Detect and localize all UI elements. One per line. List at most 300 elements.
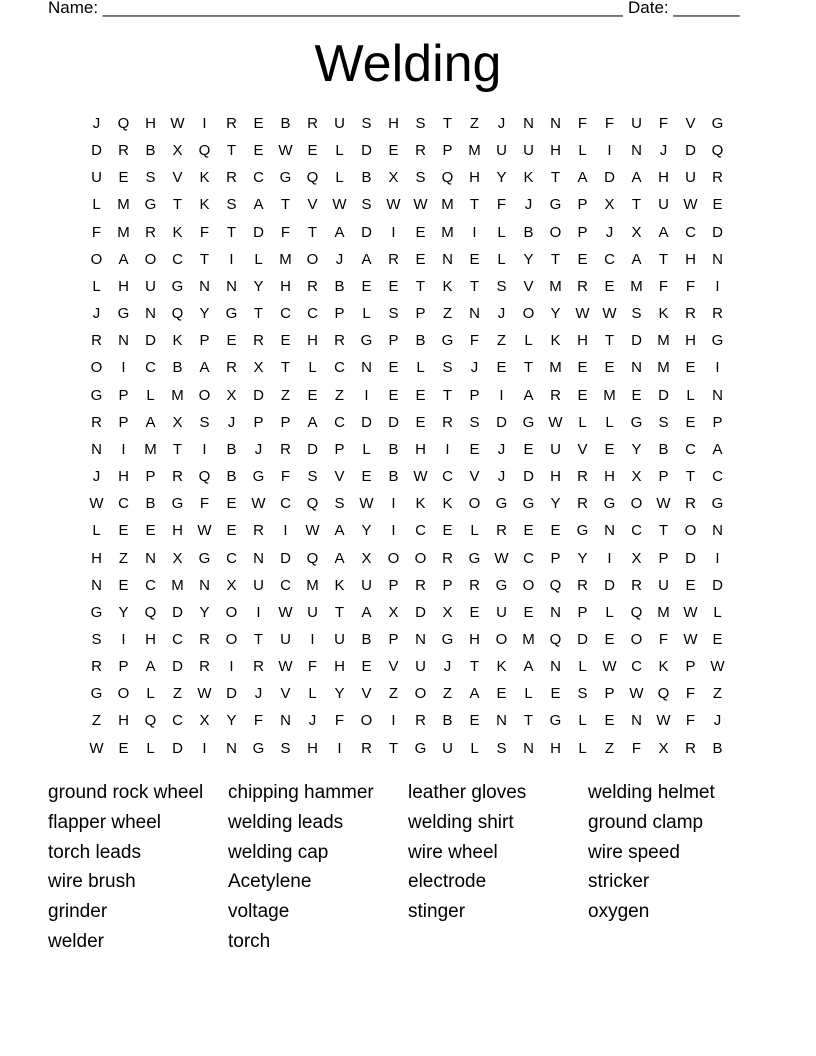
grid-letter: J — [497, 115, 506, 132]
grid-letter: R — [631, 576, 642, 594]
grid-letter: L — [578, 658, 587, 676]
grid-letter: W — [683, 196, 698, 214]
grid-letter: N — [523, 115, 534, 132]
grid-letter: E — [496, 685, 507, 703]
grid-letter: B — [712, 739, 723, 757]
grid-letter: E — [361, 468, 372, 486]
grid-letter: I — [256, 603, 261, 621]
grid-letter: I — [607, 142, 612, 160]
grid-letter: L — [578, 739, 587, 757]
grid-letter: F — [658, 630, 669, 648]
grid-letter: E — [577, 250, 588, 268]
grid-letter: O — [198, 386, 211, 404]
grid-letter: C — [172, 712, 183, 730]
grid-letter: R — [712, 169, 723, 187]
grid-letter: N — [118, 332, 129, 350]
grid-letter: O — [387, 549, 400, 567]
grid-letter: L — [470, 739, 479, 757]
grid-letter: M — [549, 359, 562, 377]
grid-letter: O — [225, 603, 238, 621]
grid-letter: B — [415, 332, 426, 350]
grid-letter: I — [715, 277, 720, 295]
grid-letter: U — [253, 576, 264, 594]
grid-letter: D — [307, 440, 318, 458]
grid-letter: Y — [631, 440, 642, 458]
grid-letter: H — [307, 332, 318, 350]
grid-letter: N — [550, 603, 561, 621]
word-list-item: leather gloves — [408, 782, 527, 803]
grid-letter: N — [91, 440, 102, 458]
grid-letter: P — [415, 305, 426, 323]
grid-letter: N — [550, 658, 561, 676]
grid-letter: N — [199, 277, 210, 295]
grid-letter: H — [550, 468, 561, 486]
grid-letter: G — [117, 305, 130, 323]
grid-letter: T — [658, 250, 669, 268]
grid-letter: W — [629, 685, 644, 703]
grid-letter: E — [280, 332, 291, 350]
grid-letter: G — [441, 332, 454, 350]
grid-letter: E — [577, 386, 588, 404]
grid-letter: V — [685, 115, 696, 132]
word-list-item: chipping hammer — [228, 782, 374, 803]
grid-letter: H — [280, 277, 291, 295]
grid-letter: K — [658, 658, 669, 676]
grid-letter: J — [497, 468, 506, 486]
date-field-label: Date: _______ — [628, 0, 740, 17]
grid-letter: Z — [442, 685, 453, 703]
grid-letter: R — [172, 468, 183, 486]
grid-letter: S — [91, 630, 102, 648]
grid-letter: P — [577, 603, 588, 621]
grid-letter: H — [91, 549, 102, 567]
grid-letter: G — [414, 739, 427, 757]
grid-letter: A — [658, 223, 669, 241]
grid-letter: R — [685, 305, 696, 323]
grid-letter: W — [386, 196, 401, 214]
grid-letter: I — [229, 250, 234, 268]
grid-letter: F — [199, 495, 210, 513]
grid-letter: A — [631, 169, 642, 187]
grid-letter: S — [442, 359, 453, 377]
grid-letter: U — [550, 440, 561, 458]
grid-letter: G — [711, 115, 724, 132]
grid-letter: R — [199, 630, 210, 648]
word-list-item: welding cap — [228, 841, 329, 863]
grid-letter: P — [145, 468, 156, 486]
grid-letter: G — [711, 332, 724, 350]
grid-letter: X — [631, 468, 642, 486]
grid-letter: K — [496, 658, 507, 676]
grid-letter: W — [278, 142, 293, 160]
grid-letter: D — [388, 413, 399, 431]
grid-letter: Z — [172, 685, 183, 703]
grid-letter: L — [497, 250, 506, 268]
word-list-item: welding helmet — [588, 782, 715, 803]
grid-letter: Q — [549, 630, 562, 648]
grid-letter: L — [416, 359, 425, 377]
grid-letter: Q — [657, 685, 670, 703]
grid-letter: E — [604, 630, 615, 648]
grid-letter: D — [253, 386, 264, 404]
grid-letter: R — [712, 305, 723, 323]
grid-letter: A — [307, 413, 318, 431]
grid-letter: I — [202, 739, 207, 757]
grid-letter: O — [495, 630, 508, 648]
grid-letter: F — [658, 277, 669, 295]
grid-letter: M — [144, 440, 157, 458]
grid-letter: Z — [118, 549, 129, 567]
grid-letter: E — [523, 522, 534, 540]
grid-letter: K — [523, 169, 534, 187]
grid-letter: J — [497, 440, 506, 458]
grid-letter: R — [91, 658, 102, 676]
grid-letter: H — [685, 250, 696, 268]
grid-letter: R — [253, 332, 264, 350]
grid-letter: W — [305, 522, 320, 540]
grid-letter: E — [469, 440, 480, 458]
grid-letter: L — [254, 250, 263, 268]
grid-letter: C — [685, 223, 696, 241]
grid-letter: D — [496, 413, 507, 431]
grid-letter: D — [658, 386, 669, 404]
word-list-item: wire wheel — [408, 841, 498, 863]
grid-letter: I — [121, 359, 126, 377]
grid-letter: E — [361, 277, 372, 295]
grid-letter: U — [658, 196, 669, 214]
grid-letter: G — [252, 739, 265, 757]
grid-letter: X — [226, 386, 237, 404]
grid-letter: J — [92, 115, 101, 132]
grid-letter: R — [685, 739, 696, 757]
grid-letter: A — [631, 250, 642, 268]
grid-letter: V — [172, 169, 183, 187]
grid-letter: T — [172, 440, 183, 458]
grid-letter: J — [254, 440, 263, 458]
grid-letter: A — [145, 413, 156, 431]
grid-letter: T — [550, 250, 561, 268]
grid-letter: S — [631, 305, 642, 323]
grid-letter: W — [332, 196, 347, 214]
grid-letter: G — [495, 495, 508, 513]
grid-letter: C — [442, 468, 453, 486]
grid-letter: Q — [549, 576, 562, 594]
grid-letter: F — [253, 712, 264, 730]
grid-letter: K — [199, 196, 210, 214]
grid-letter: T — [442, 386, 453, 404]
grid-letter: K — [415, 495, 426, 513]
grid-letter: Z — [604, 739, 615, 757]
grid-letter: J — [254, 685, 263, 703]
grid-letter: B — [280, 115, 291, 132]
grid-letter: B — [442, 712, 453, 730]
grid-letter: P — [199, 332, 210, 350]
grid-letter: A — [334, 549, 345, 567]
grid-letter: P — [604, 685, 615, 703]
grid-letter: E — [469, 603, 480, 621]
grid-letter: C — [334, 413, 345, 431]
grid-letter: K — [172, 332, 183, 350]
grid-letter: E — [469, 250, 480, 268]
grid-letter: H — [469, 169, 480, 187]
grid-letter: G — [90, 386, 103, 404]
grid-letter: P — [334, 440, 345, 458]
grid-letter: T — [631, 196, 642, 214]
grid-letter: E — [685, 576, 696, 594]
grid-letter: Y — [226, 712, 237, 730]
word-list-item: wire brush — [48, 871, 136, 893]
grid-letter: S — [307, 468, 318, 486]
grid-letter: K — [199, 169, 210, 187]
grid-letter: N — [523, 739, 534, 757]
grid-letter: U — [415, 658, 426, 676]
grid-letter: N — [253, 549, 264, 567]
grid-letter: A — [577, 169, 588, 187]
grid-letter: R — [415, 712, 426, 730]
grid-letter: F — [199, 223, 210, 241]
grid-letter: O — [630, 630, 643, 648]
grid-letter: O — [117, 685, 130, 703]
grid-letter: I — [202, 440, 207, 458]
grid-letter: T — [172, 196, 183, 214]
grid-letter: X — [172, 413, 183, 431]
grid-letter: P — [118, 413, 129, 431]
grid-letter: Y — [118, 603, 129, 621]
grid-letter: V — [388, 658, 399, 676]
grid-letter: X — [361, 549, 372, 567]
grid-letter: I — [202, 115, 207, 132]
grid-letter: H — [550, 739, 561, 757]
grid-letter: L — [146, 739, 155, 757]
header — [48, 0, 740, 18]
grid-letter: W — [575, 305, 590, 323]
grid-letter: E — [388, 386, 399, 404]
grid-letter: Q — [441, 169, 454, 187]
grid-letter: Z — [712, 685, 723, 703]
grid-letter: T — [469, 196, 480, 214]
grid-letter: G — [90, 603, 103, 621]
grid-letter: W — [89, 739, 104, 757]
grid-letter: A — [712, 440, 723, 458]
grid-letter: J — [92, 305, 101, 323]
grid-letter: C — [685, 440, 696, 458]
grid-letter: J — [497, 305, 506, 323]
grid-letter: L — [524, 332, 533, 350]
grid-letter: N — [712, 522, 723, 540]
grid-letter: F — [604, 115, 615, 132]
grid-letter: K — [334, 576, 345, 594]
grid-letter: N — [550, 115, 561, 132]
grid-letter: R — [91, 332, 102, 350]
grid-letter: S — [199, 413, 210, 431]
grid-letter: E — [523, 440, 534, 458]
grid-letter: P — [577, 196, 588, 214]
grid-letter: Q — [711, 142, 724, 160]
grid-letter: P — [388, 630, 399, 648]
grid-letter: J — [470, 359, 479, 377]
grid-letter: V — [577, 440, 588, 458]
grid-letter: H — [145, 630, 156, 648]
grid-letter: G — [576, 522, 589, 540]
grid-letter: S — [226, 196, 237, 214]
grid-letter: V — [280, 685, 291, 703]
grid-letter: L — [686, 386, 695, 404]
grid-letter: N — [91, 576, 102, 594]
grid-letter: S — [361, 196, 372, 214]
grid-letter: R — [226, 169, 237, 187]
grid-letter: T — [658, 522, 669, 540]
grid-letter: M — [603, 386, 616, 404]
grid-letter: O — [144, 250, 157, 268]
grid-letter: X — [658, 739, 669, 757]
grid-letter: E — [307, 142, 318, 160]
grid-letter: N — [631, 359, 642, 377]
grid-letter: T — [226, 142, 237, 160]
grid-letter: O — [549, 223, 562, 241]
grid-letter: R — [577, 495, 588, 513]
grid-letter: E — [415, 223, 426, 241]
grid-letter: G — [90, 685, 103, 703]
grid-letter: T — [604, 332, 615, 350]
grid-letter: T — [523, 712, 534, 730]
grid-letter: N — [199, 576, 210, 594]
grid-letter: M — [441, 223, 454, 241]
grid-letter: P — [253, 413, 264, 431]
grid-letter: E — [253, 142, 264, 160]
grid-letter: E — [604, 277, 615, 295]
grid-letter: Q — [630, 603, 643, 621]
grid-letter: C — [712, 468, 723, 486]
grid-letter: P — [388, 332, 399, 350]
grid-letter: H — [550, 142, 561, 160]
grid-letter: O — [630, 495, 643, 513]
grid-letter: F — [685, 685, 696, 703]
grid-letter: P — [388, 576, 399, 594]
grid-letter: F — [658, 115, 669, 132]
grid-letter: D — [91, 142, 102, 160]
grid-letter: E — [631, 386, 642, 404]
grid-letter: M — [468, 142, 481, 160]
grid-letter: N — [361, 359, 372, 377]
grid-letter: H — [685, 332, 696, 350]
word-list-item: welding shirt — [408, 811, 514, 833]
grid-letter: W — [197, 522, 212, 540]
grid-letter: I — [391, 712, 396, 730]
grid-letter: X — [226, 576, 237, 594]
grid-letter: V — [334, 468, 345, 486]
grid-letter: T — [253, 630, 264, 648]
grid-letter: O — [306, 250, 319, 268]
grid-letter: R — [145, 223, 156, 241]
grid-letter: I — [499, 386, 504, 404]
grid-letter: U — [361, 576, 372, 594]
grid-letter: N — [631, 712, 642, 730]
grid-letter: U — [334, 115, 345, 132]
grid-letter: Y — [550, 495, 561, 513]
grid-letter: D — [361, 223, 372, 241]
grid-letter: P — [685, 658, 696, 676]
grid-letter: X — [604, 196, 615, 214]
grid-letter: R — [388, 250, 399, 268]
grid-letter: T — [280, 196, 291, 214]
grid-letter: U — [280, 630, 291, 648]
grid-letter: M — [630, 277, 643, 295]
grid-letter: J — [308, 712, 317, 730]
grid-letter: E — [604, 359, 615, 377]
grid-letter: B — [361, 630, 372, 648]
grid-letter: O — [90, 250, 103, 268]
grid-letter: R — [199, 658, 210, 676]
grid-letter: R — [577, 576, 588, 594]
grid-letter: D — [604, 576, 615, 594]
grid-letter: C — [523, 549, 534, 567]
grid-letter: Z — [388, 685, 399, 703]
grid-letter: E — [118, 739, 129, 757]
grid-letter: A — [523, 658, 534, 676]
grid-letter: B — [658, 440, 669, 458]
grid-letter: C — [604, 250, 615, 268]
grid-letter: S — [334, 495, 345, 513]
grid-letter: L — [578, 142, 587, 160]
grid-letter: E — [496, 359, 507, 377]
grid-letter: V — [307, 196, 318, 214]
grid-letter: Y — [334, 685, 345, 703]
grid-letter: G — [171, 277, 184, 295]
grid-letter: D — [172, 603, 183, 621]
grid-letter: O — [684, 522, 697, 540]
grid-letter: W — [494, 549, 509, 567]
grid-letter: P — [118, 386, 129, 404]
grid-letter: R — [334, 332, 345, 350]
grid-letter: R — [442, 549, 453, 567]
grid-letter: H — [118, 712, 129, 730]
grid-letter: H — [415, 440, 426, 458]
grid-letter: P — [712, 413, 723, 431]
grid-letter: W — [602, 658, 617, 676]
grid-letter: Q — [198, 142, 211, 160]
grid-letter: T — [442, 115, 453, 132]
grid-letter: B — [334, 277, 345, 295]
grid-letter: U — [685, 169, 696, 187]
grid-letter: G — [522, 495, 535, 513]
grid-letter: P — [442, 576, 453, 594]
grid-letter: R — [577, 468, 588, 486]
grid-letter: X — [199, 712, 210, 730]
grid-letter: G — [549, 712, 562, 730]
word-list-item: welder — [48, 930, 104, 952]
grid-letter: U — [496, 603, 507, 621]
grid-letter: E — [604, 440, 615, 458]
grid-letter: L — [362, 440, 371, 458]
grid-letter: I — [121, 630, 126, 648]
grid-letter: W — [89, 495, 104, 513]
grid-letter: E — [118, 576, 129, 594]
grid-letter: Q — [306, 495, 319, 513]
grid-letter: N — [496, 712, 507, 730]
grid-letter: R — [415, 576, 426, 594]
grid-letter: Q — [144, 712, 157, 730]
grid-letter: C — [307, 305, 318, 323]
grid-letter: T — [415, 277, 426, 295]
grid-letter: C — [253, 169, 264, 187]
grid-letter: Z — [334, 386, 345, 404]
word-search-grid — [83, 110, 731, 762]
grid-letter: F — [685, 712, 696, 730]
grid-letter: I — [391, 495, 396, 513]
grid-letter: G — [711, 495, 724, 513]
grid-letter: L — [92, 196, 101, 214]
grid-letter: C — [145, 359, 156, 377]
